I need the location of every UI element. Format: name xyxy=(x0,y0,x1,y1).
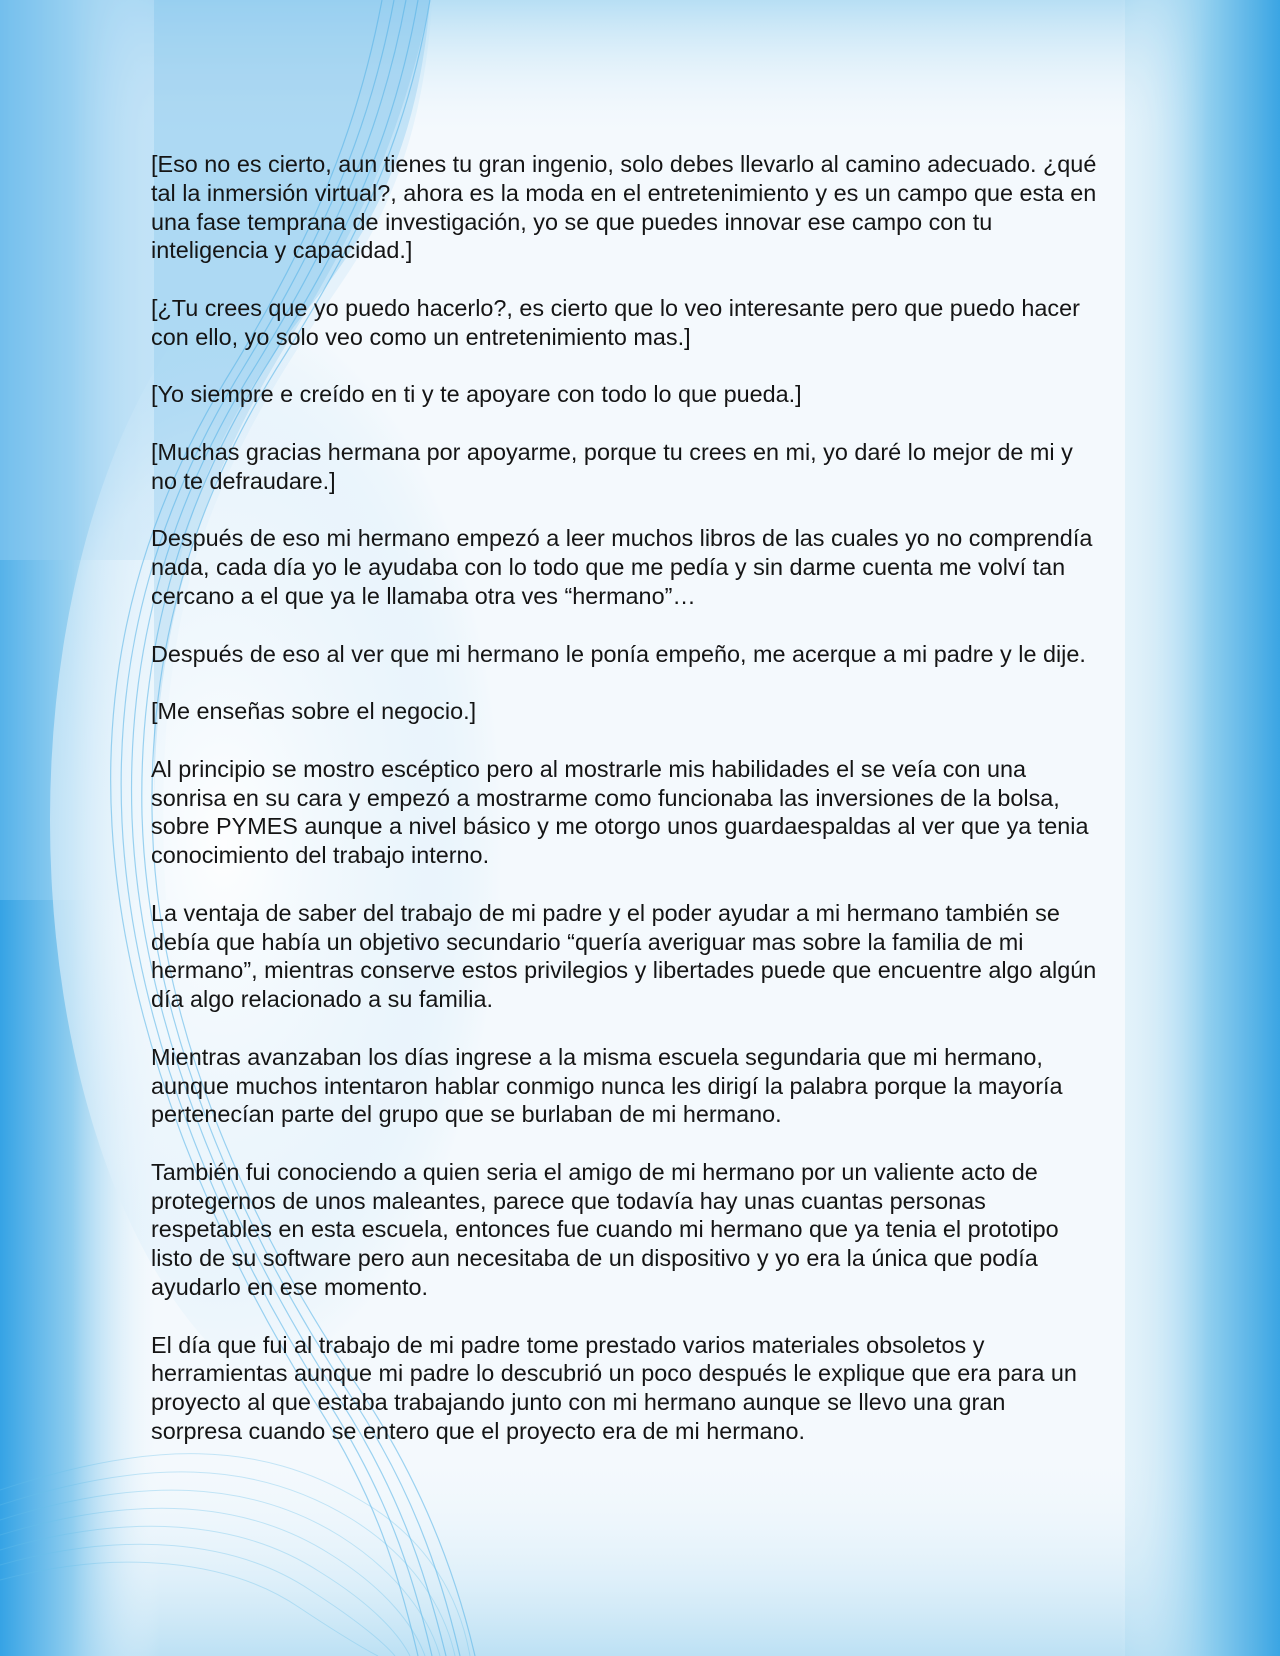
paragraph: [Eso no es cierto, aun tienes tu gran ingenio, solo debes llevarlo al camino adecuado. ¿qué tal la inmersión virtual?, ahora es la moda en el entretenimiento y es un campo que esta en una fase temprana de investigación, yo se que puedes innovar ese campo con tu inteligencia y capacidad.] xyxy=(151,151,1097,264)
paragraph: Después de eso mi hermano empezó a leer muchos libros de las cuales yo no comprendía nada, cada día yo le ayudaba con lo todo que me pedía y sin darme cuenta me volví tan cercano a el que ya le llamaba otra ves “hermano”… xyxy=(151,525,1093,609)
paragraph: La ventaja de saber del trabajo de mi padre y el poder ayudar a mi hermano también se debía que había un objetivo secundario “quería averiguar mas sobre la familia de mi hermano”, mientras conserve estos privilegios y libertades puede que encuentre algo algún día algo relacionado a su familia. xyxy=(151,899,1097,1013)
paragraph: También fui conociendo a quien seria el amigo de mi hermano por un valiente acto de protegernos de unos maleantes, parece que todavía hay unas cuantas personas respetables en esta escuela, entonces fue cuando mi hermano que ya tenia el prototipo listo de su software pero aun necesitaba de un dispositivo y yo era la única que podía ayudarlo en ese momento. xyxy=(151,1158,1059,1301)
story-text xyxy=(151,150,1101,1475)
paragraph: Después de eso al ver que mi hermano le ponía empeño, me acerque a mi padre y le dije. xyxy=(151,640,1086,667)
paragraph: [Me enseñas sobre el negocio.] xyxy=(151,698,477,725)
paragraph: Mientras avanzaban los días ingrese a la misma escuela segundaria que mi hermano, aunque muchos intentaron hablar conmigo nunca les dirigí la palabra porque la mayoría pertenecían parte del grupo que se burlaban de mi hermano. xyxy=(151,1043,1063,1128)
paragraph: [¿Tu crees que yo puedo hacerlo?, es cierto que lo veo interesante pero que puedo hacer con ello, yo solo veo como un entretenimiento mas.] xyxy=(151,294,1080,350)
paragraph: [Yo siempre e creído en ti y te apoyare con todo lo que pueda.] xyxy=(151,381,802,408)
paragraph: [Muchas gracias hermana por apoyarme, porque tu crees en mi, yo daré lo mejor de mi y no te defraudare.] xyxy=(151,438,1073,494)
paragraph: Al principio se mostro escéptico pero al mostrarle mis habilidades el se veía con una sonrisa en su cara y empezó a mostrarme como funcionaba las inversiones de la bolsa, sobre PYMES aunque a nivel básico y me otorgo unos guardaespaldas al ver que ya tenia conocimiento del trabajo interno. xyxy=(151,755,1089,869)
paragraph: El día que fui al trabajo de mi padre tome prestado varios materiales obsoletos y herramientas aunque mi padre lo descubrió un poco después le explique que era para un proyecto al que estaba trabajando junto con mi hermano aunque se llevo una gran sorpresa cuando se entero que el proyecto era de mi hermano. xyxy=(151,1331,1077,1445)
